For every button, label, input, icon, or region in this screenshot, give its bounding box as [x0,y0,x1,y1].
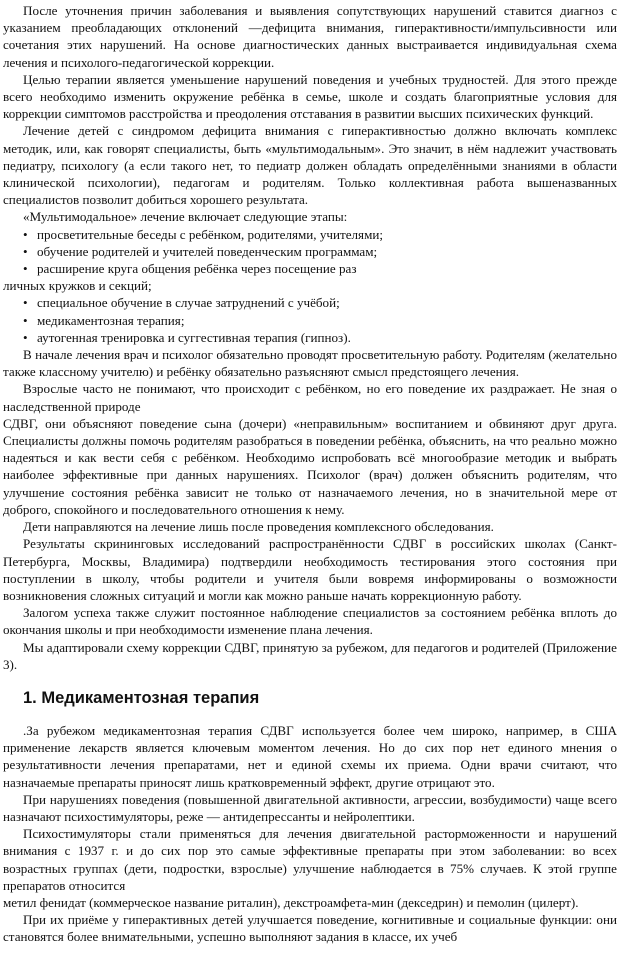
list-item: • расширение круга общения ребёнка через посещение раз [23,261,357,277]
paragraph: Взрослые часто не понимают, что происходит с ребёнком, но его поведение их раздражает. Не зная о наследственной природе [3,381,617,414]
paragraph-continuation: СДВГ, они объясняют поведение сына (дочери) «неправильным» воспитанием и обвиняют друг друга. Специалисты должны помочь родителям разобраться в поведении ребёнка, объяснить, на что реально можно надеяться и как вести себя с ребёнком. Необходимо испробовать всё многообразие методик и выбрать наиболее эффективные при данных нарушениях. Психолог (врач) должен объяснить родителям, что улучшение состояния ребёнка зависит не только от назначаемого лечения, но в значительной мере от доброго, спокойного и последовательного отношения к нему. [3,415,617,517]
section-heading: 1. Медикаментозная терапия [23,688,260,707]
paragraph: После уточнения причин заболевания и выявления сопутствующих нарушений ставится диагноз с указанием преобладающих отклонений —дефицита внимания, гиперактивности/импульсивности или сочетания этих нарушений. На основе диагностических данных выстраивается индивидуальная схема лечения и психолого-педагогической коррекции. [3,3,617,70]
list-item: • специальное обучение в случае затруднений с учёбой; [23,295,340,311]
paragraph: В начале лечения врач и психолог обязательно проводят просветительную работу. Родителям (желательно также классному учителю) и ребёнку обязательно разъясняют смысл предстоящего лечения. [3,347,617,380]
treatment-stages-list [3,226,617,346]
paragraph: Дети направляются на лечение лишь после проведения комплексного обследования. [23,519,494,535]
paragraph: Психостимуляторы стали применяться для лечения двигательной расторможенности и нарушений внимания с 1937 г. и до сих пор это самые эффективные препараты при этом заболевании: во всех возрастных группах (дети, подростки, взрослые) улучшение наблюдается в 75% случаев. К этой группе препаратов относится [3,826,617,893]
paragraph: Мы адаптировали схему коррекции СДВГ, принятую за рубежом, для педагогов и родителей (Приложение 3). [3,639,617,672]
paragraph: При нарушениях поведения (повышенной двигательной активности, агрессии, возбудимости) чаще всего назначают психостимуляторы, реже — антидепрессанты и нейролептики. [3,791,617,824]
list-item: • обучение родителей и учителей поведенческим программам; [23,243,378,259]
paragraph: Залогом успеха также служит постоянное наблюдение специалистов за состоянием ребёнка вплоть до окончания школы и при необходимости изменение плана лечения. [3,605,617,638]
paragraph: Результаты скрининговых исследований распространённости СДВГ в российских школах (Санкт-Петербурга, Москвы, Владимира) подтвердили необходимость тестирования этого состояния при поступлении в школу, чтобы родители и учителя были вовремя информированы о возможности возникновения сложных ситуаций и могли как можно раньше начать коррекционную работу. [3,536,617,603]
list-item-continuation: личных кружков и секций; [3,278,152,294]
list-item: • медикаментозная терапия; [23,312,185,328]
paragraph: «Мультимодальное» лечение включает следующие этапы: [23,209,348,225]
paragraph-continuation: метил фенидат (коммерческое название риталин), декстроамфета-мин (декседрин) и пемолин (цилерт). [3,894,579,910]
paragraph: Лечение детей с синдромом дефицита внимания с гиперактивностью должно включать комплекс методик, или, как говорят специалисты, быть «мультимодальным». Это значит, в нём надлежит участвовать педиатру, психологу (а если такого нет, то педиатр должен обладать определёнными знаниями в области клинической психологии), педагогам и родителям. Только коллективная работа вышеназванных специалистов позволит добиться хорошего результата. [3,123,617,208]
paragraph: .За рубежом медикаментозная терапия СДВГ используется более чем широко, например, в США применение лекарств является ключевым моментом лечения. Но до сих пор нет единого мнения о результативности лечения препаратами, нет и единой схемы их приема. Одни врачи считают, что назначаемые препараты приносят лишь кратковременный эффект, другие отрицают это. [3,722,617,790]
paragraph: При их приёме у гиперактивных детей улучшается поведение, когнитивные и социальные функции: они становятся более внимательными, успешно выполняют задания в классе, их учеб [3,912,617,945]
list-item: • просветительные беседы с ребёнком, родителями, учителями; [23,226,384,242]
paragraph: Целью терапии является уменьшение нарушений поведения и учебных трудностей. Для этого прежде всего необходимо изменить окружение ребёнка в семье, школе и создать благоприятные условия для коррекции симптомов расстройства и преодоления отставания в развитии высших психических функций. [3,71,617,122]
list-item: • аутогенная тренировка и суггестивная терапия (гипноз). [23,329,351,345]
